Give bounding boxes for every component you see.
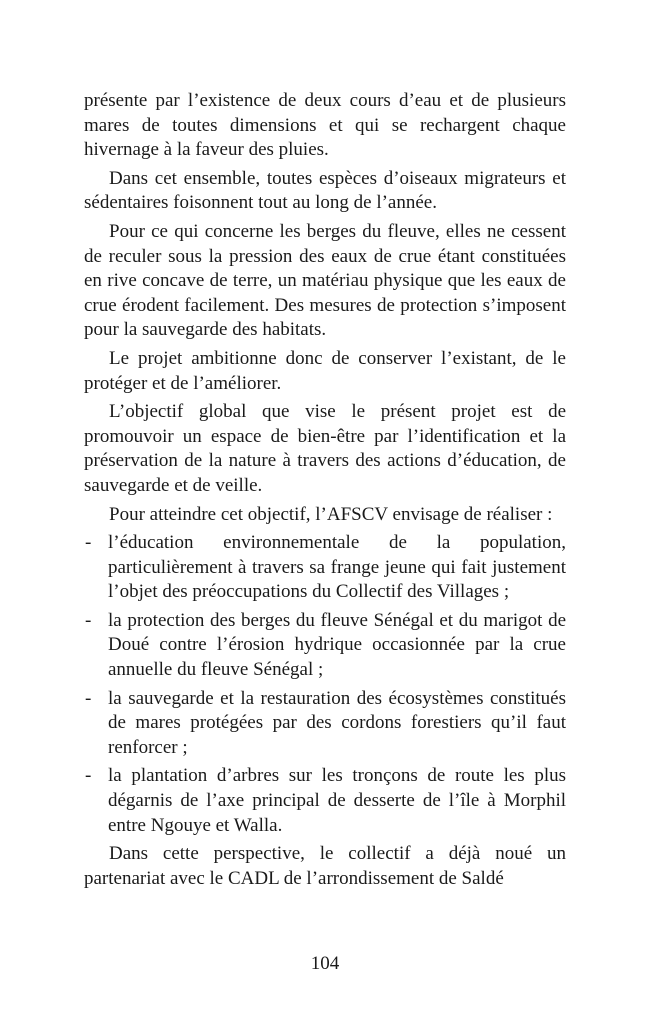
list-item: [84, 609, 566, 683]
paragraph-4: Le projet ambitionne donc de conserver l’existant, de le protéger et de l’améliorer.: [84, 347, 566, 394]
bullet-text: la plantation d’arbres sur les tronçons de route les plus dégarnis de l’axe principal de desserte de l’île à Morphil entre Ngouye et Walla.: [108, 765, 566, 836]
bullet-dash: -: [85, 765, 92, 787]
paragraph-2: Dans cet ensemble, toutes espèces d’oiseaux migrateurs et sédentaires foisonnent tout au long de l’année.: [84, 167, 566, 214]
list-item: [84, 531, 566, 605]
list-item: [84, 764, 566, 838]
bullet-text: la sauvegarde et la restauration des écosystèmes constitués de mares protégées par des cordons forestiers qu’il faut renforcer ;: [108, 687, 566, 758]
page-body: [84, 89, 566, 895]
list-item: [84, 687, 566, 761]
paragraph-7: Dans cette perspective, le collectif a déjà noué un partenariat avec le CADL de l’arrondissement de Saldé: [84, 843, 566, 889]
bullet-list: [84, 531, 566, 838]
paragraph-6: Pour atteindre cet objectif, l’AFSCV envisage de réaliser :: [109, 503, 553, 525]
paragraph-5: L’objectif global que vise le présent projet est de promouvoir un espace de bien-être par l’identification et la préservation de la nature à travers des actions d’éducation, de sauvegarde et de veille.: [84, 401, 566, 496]
bullet-dash: -: [85, 532, 92, 554]
paragraph-3: Pour ce qui concerne les berges du fleuve, elles ne cessent de reculer sous la pression des eaux de crue étant constituées en rive concave de terre, un matériau physique que les eaux de crue érodent facilement. Des mesures de protection s’imposent pour la sauvegarde des habitats.: [84, 220, 566, 341]
paragraph-1: présente par l’existence de deux cours d’eau et de plusieurs mares de toutes dimensions et qui se rechargent chaque hivernage à la faveur des pluies.: [84, 90, 566, 161]
bullet-dash: -: [85, 687, 92, 709]
page-number: 104: [310, 953, 340, 974]
bullet-text: l’éducation environnementale de la population, particulièrement à travers sa frange jeune qui fait justement l’objet des préoccupations du Collectif des Villages ;: [108, 532, 566, 603]
bullet-text: la protection des berges du fleuve Sénégal et du marigot de Doué contre l’érosion hydrique occasionnée par la crue annuelle du fleuve Sénégal ;: [108, 609, 566, 681]
bullet-dash: -: [85, 609, 92, 631]
